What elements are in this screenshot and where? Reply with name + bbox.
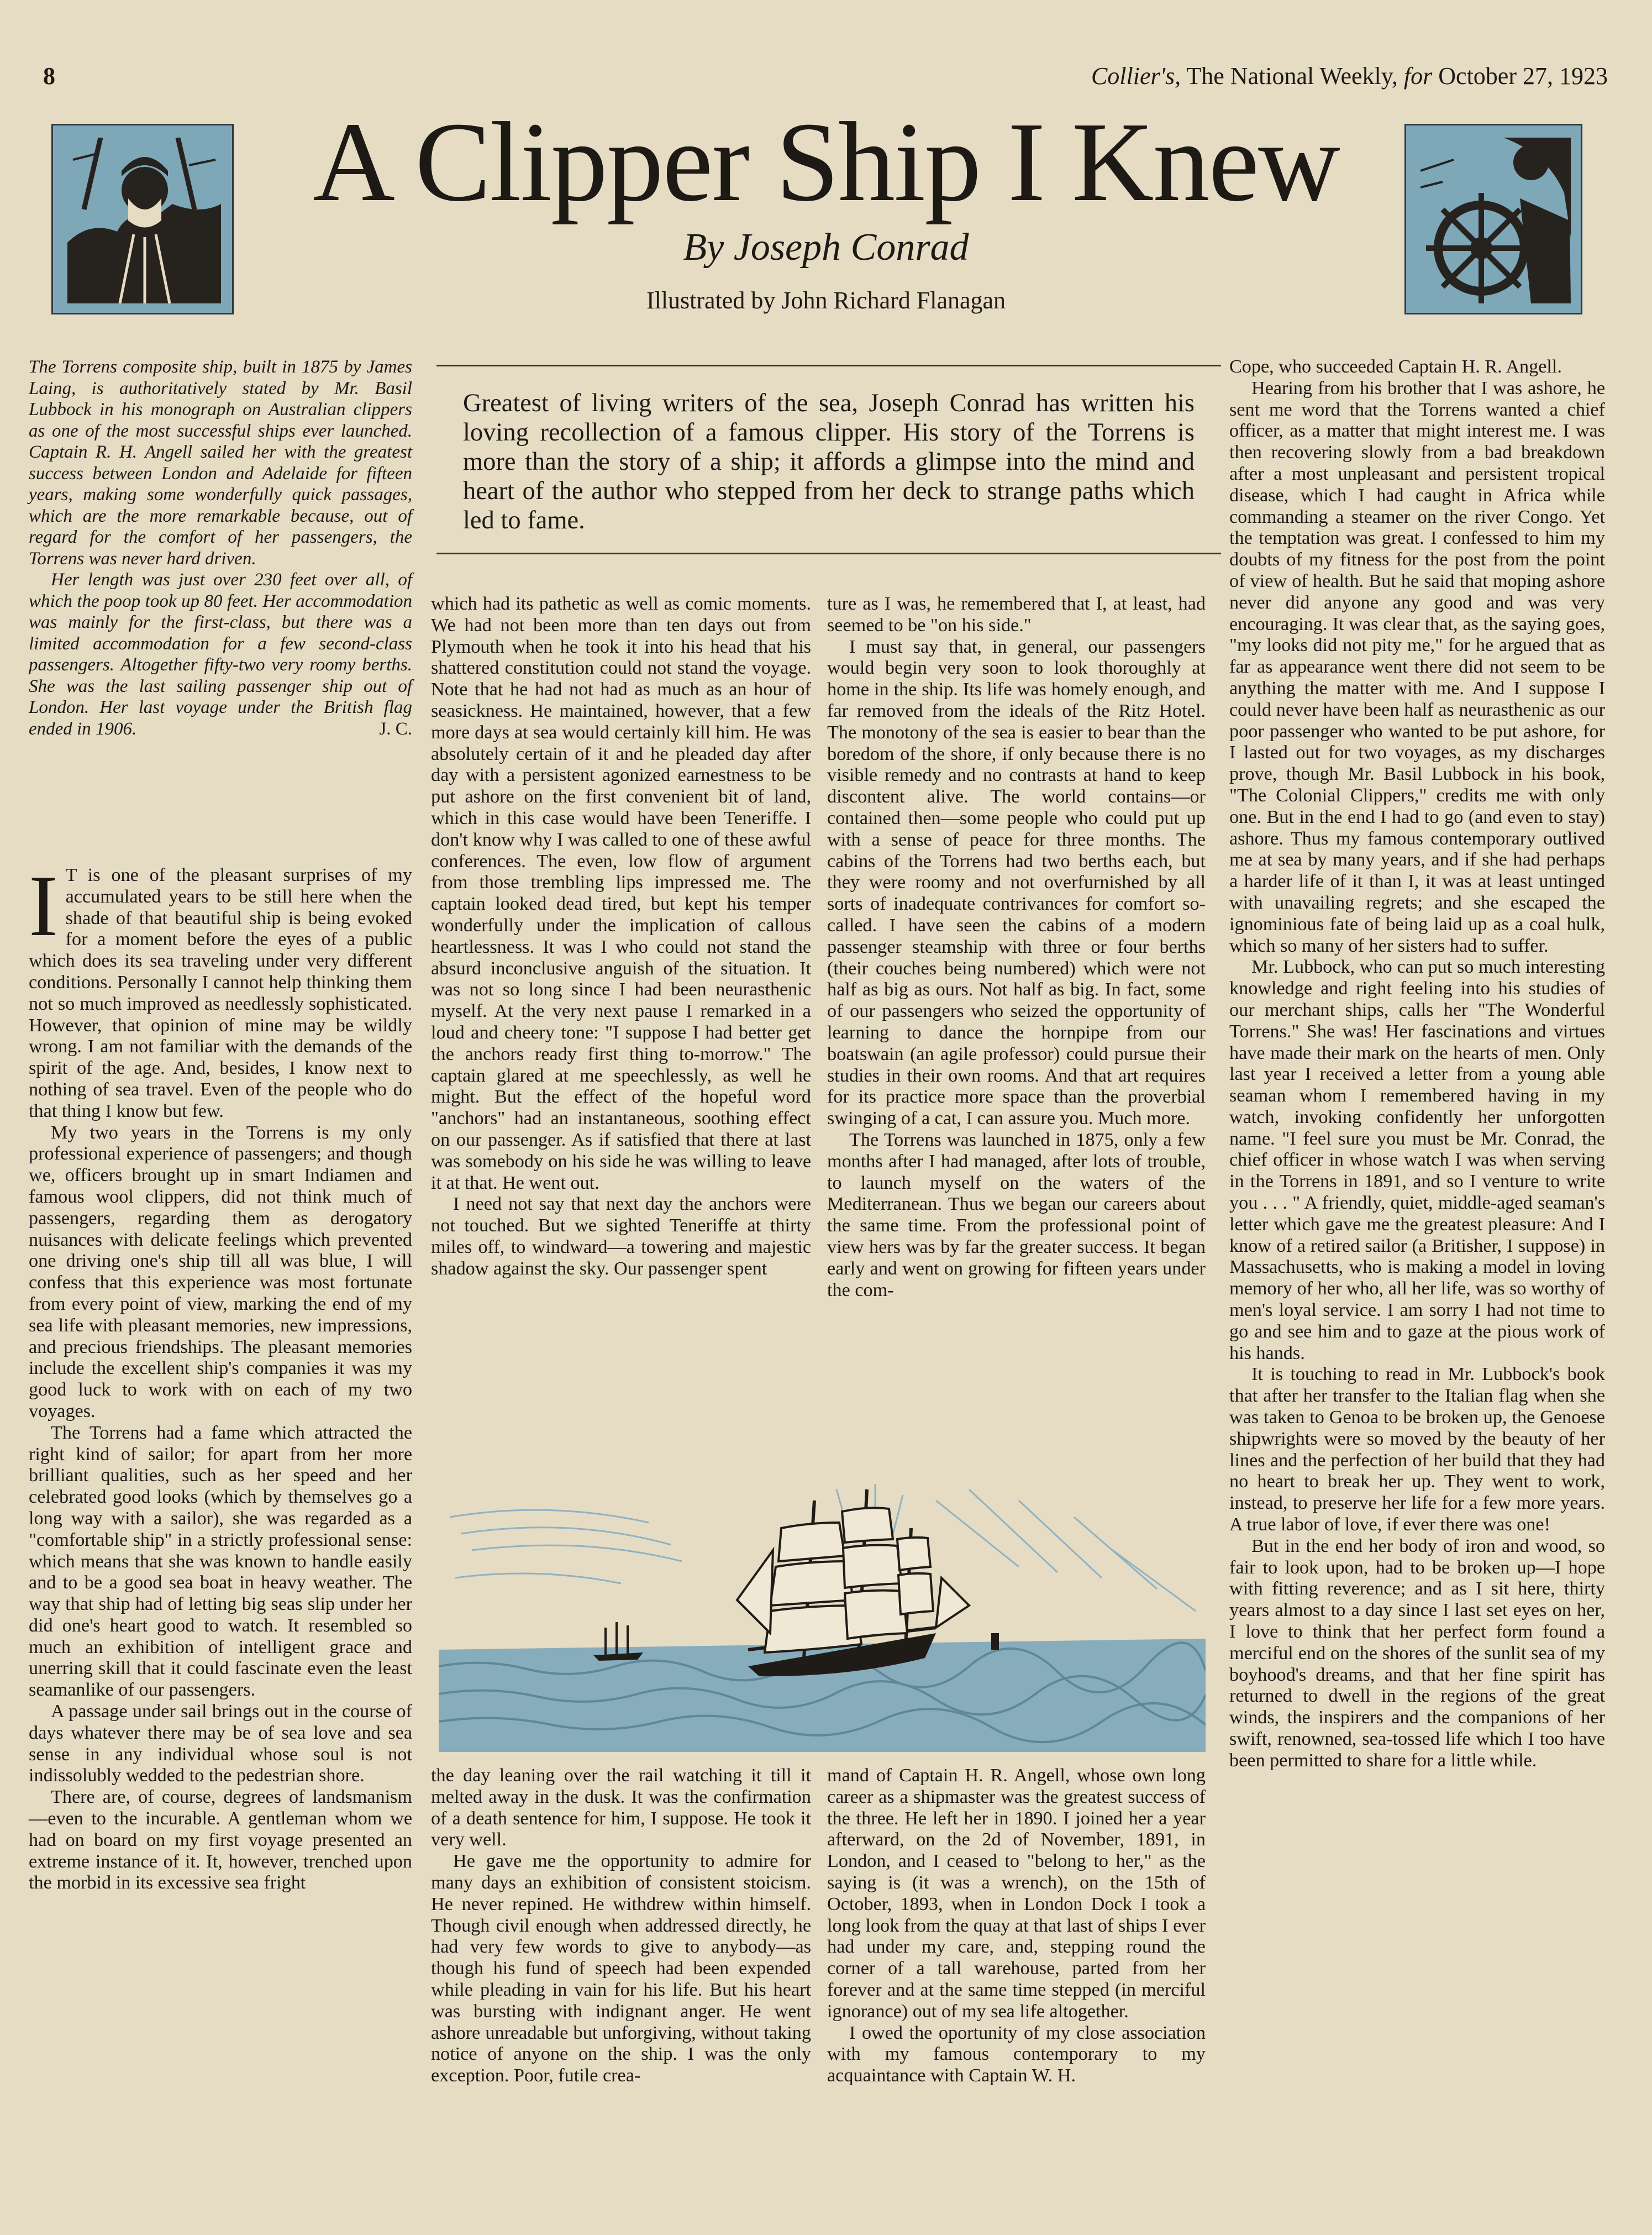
article-paragraph <box>29 858 412 1122</box>
article-byline: By Joseph Conrad <box>683 226 969 269</box>
article-paragraph-text: T is one of the pleasant surprises of my accumulated years to be still here when the shade of that beautiful ship is being evoked for a moment before the eyes of a public which does its sea traveling under very different conditions. Personally I cannot help thinking them not so much improved as needlessly sophisticated. However, that opinion of mine may be wildly wrong. I am not familiar with the demands of the spirit of the age. And, besides, I know next to nothing of sea travel. Even of the people who do that thing I know but few. <box>29 865 412 1121</box>
intro-signature: J. C. <box>379 718 412 739</box>
article-paragraph: the day leaning over the rail watching it till it melted away in the dusk. It was the confirmation of a death sentence for him, I suppose. He took it very well. <box>431 1765 811 1850</box>
article-column-2-top <box>431 594 811 1280</box>
article-column-1 <box>29 858 412 1894</box>
masthead-subtitle: The National Weekly, <box>1181 62 1404 90</box>
drop-cap: I <box>29 858 58 954</box>
page-number: 8 <box>43 62 55 90</box>
article-paragraph: which had its pathetic as well as comic moments. We had not been more than ten days out from Plymouth when he took it into his head that his shattered constitution could not stand the voyage. Note that he had not had as much as an hour of seasickness. He maintained, however, that a few more days at sea would certainly kill him. He was absolutely certain of it and he pleaded day after day with a persistent agonized earnestness to be put ashore on the first convenient bit of land, which in this case would have been Teneriffe. I don't know why I was called to one of these awful conferences. The even, low flow of argument from those trembling lips impressed me. The captain looked dead tired, but kept his temper wonderfully under the implication of callous heartlessness. It was I who could not stand the absurd inconclusive anguish of the situation. It was not so long since I had been neurasthenic myself. At the very next pause I remarked in a loud and cheery tone: "I suppose I had better get the anchors ready first thing to-morrow." The captain glared at me speechlessly, as well he might. But the effect of the hopeful word "anchors" had an instantaneous, soothing effect on our passenger. As if satisfied that there at last was somebody on his side he was willing to leave it at that. He went out. <box>431 594 811 1193</box>
article-column-2-bottom <box>431 1765 811 2087</box>
article-paragraph: mand of Captain H. R. Angell, whose own long career as a shipmaster was the greatest success of the three. He left her in 1890. I joined her a year afterward, on the 2d of November, 1891, in London, and I ceased to "belong to her," as the saying is (it was a wrench), on the 15th of October, 1893, when in London Dock I took a long look from the quay at that last of ships I ever had under my care, and, stepping round the corner of a tall warehouse, parted from her forever and at the same time stepped (in merciful ignorance) out of my sea life altogether. <box>827 1765 1206 2022</box>
article-paragraph: I must say that, in general, our passengers would begin very soon to look thoroughly at home in the ship. Its life was homely enough, and far removed from the ideals of the Ritz Hotel. The monotony of the sea is easier to bear than the boredom of the shore, if only because there is no visible remedy and no contrasts at hand to keep discontent alive. The world contains—or contained then—some people who could put up with a sense of peace for three months. The cabins of the Torrens had two berths each, but they were roomy and not overfurnished by all sorts of inadequate contrivances for comfort so-called. I have seen the cabins of a modern passenger steamship with three or four berths (their couches being numbered) which were not half as big as ours. Not half as big. In fact, some of our passengers who seized the opportunity of learning to dance the hornpipe from our boatswain (an agile professor) could pursue their studies in their own rooms. And that art requires for its practice more space than the proverbial swinging of a cat, I can assure you. Much more. <box>827 636 1206 1129</box>
article-paragraph: I owed the oportunity of my close association with my famous contemporary to my acquaintance with Captain W. H. <box>827 2022 1206 2086</box>
article-paragraph: But in the end her body of iron and wood, so fair to look upon, had to be broken up—I hope with fitting reverence; and as I sit here, thirty years almost to a day since I last set eyes on her, I love to think that her perfect form found a merciful end on the shores of the sunlit sea of my boyhood's dreams, and that her fine spirit has returned to dwell in the regions of the great winds, the inspirers and the companions of her swift, renowned, sea-tossed life which I too have been permitted to share for a little while. <box>1229 1535 1605 1771</box>
ship-wheel-illustration <box>1404 124 1582 314</box>
article-paragraph: Mr. Lubbock, who can put so much interesting knowledge and right feeling into his studies of our merchant ships, calls her "The Wonderful Torrens." She was! Her fascinations and virtues have made their mark on the hearts of men. Only last year I received a letter from a young able seaman whom I remembered having in my watch, invoking confidently her unforgotten name. "I feel sure you must be Mr. Conrad, the chief officer in whose watch I was when serving in the Torrens in 1891, and so I venture to write you . . . " A friendly, quiet, middle-aged seaman's letter which gave me the greatest pleasure: And I know of a retired sailor (a Britisher, I suppose) in Massachusetts, who is making a model in loving memory of her who, all her life, was so worthy of men's loyal service. I am sorry I had not time to go and see him and to gaze at the pious work of his hands. <box>1229 957 1605 1363</box>
article-column-4 <box>1229 356 1605 1772</box>
article-paragraph: The Torrens was launched in 1875, only a few months after I had managed, after lots of trouble, to launch myself on the waters of the Mediterranean. Thus we began our careers about the same time. From the professional point of view hers was by far the greater success. It began early and went on growing for fifteen years under the com- <box>827 1129 1206 1300</box>
pull-quote-bottom-rule <box>436 553 1221 554</box>
masthead <box>1091 62 1608 90</box>
article-paragraph: My two years in the Torrens is my only professional experience of passengers; and though we, officers brought up in smart Indiamen and famous wool clippers, did not think much of passengers, regarding them as derogatory nuisances with delicate feelings which prevented one driving one's ship till all was blue, I will confess that this experience was most fortunate from every point of view, marking the end of my sea life with pleasant memories, new impressions, and precious friendships. The pleasant memories include the excellent ship's companies it was my good luck to work with on each of my two voyages. <box>29 1122 412 1421</box>
sailor-portrait-illustration <box>51 124 234 314</box>
intro-paragraph-text: Her length was just over 230 feet over all, of which the poop took up 80 feet. Her accommodation was mainly for the first-class, but there was a limited accommodation for a few second-class passengers. Altogether fifty-two very roomy berths. She was the last sailing passenger ship out of London. Her last voyage under the British flag ended in 1906. <box>29 570 412 739</box>
article-illustrator-credit: Illustrated by John Richard Flanagan <box>646 287 1006 314</box>
article-column-3-bottom <box>827 1765 1206 2087</box>
pull-quote-text: Greatest of living writers of the sea, Joseph Conrad has written his loving recollection of a famous clipper. His story of the Torrens is more than the story of a ship; it affords a glimpse into the mind and heart of the author who stepped from her deck to strange paths which led to fame. <box>463 389 1195 534</box>
clipper-ship-illustration <box>439 1467 1206 1752</box>
article-title: A Clipper Ship I Knew <box>313 98 1339 225</box>
editorial-introduction <box>29 356 412 739</box>
article-paragraph: I need not say that next day the anchors were not touched. But we sighted Teneriffe at thirty miles off, to windward—a towering and majestic shadow against the sky. Our passenger spent <box>431 1194 811 1279</box>
masthead-publication: Collier's, <box>1091 62 1181 90</box>
masthead-date: October 27, 1923 <box>1432 62 1608 90</box>
intro-paragraph <box>29 569 412 739</box>
masthead-for: for <box>1403 62 1433 90</box>
article-paragraph: ture as I was, he remembered that I, at least, had seemed to be "on his side." <box>827 594 1206 636</box>
article-column-3-top <box>827 594 1206 1301</box>
pull-quote <box>436 365 1221 554</box>
article-paragraph: It is touching to read in Mr. Lubbock's book that after her transfer to the Italian flag when she was taken to Genoa to be broken up, the Genoese shipwrights were so moved by the beauty of her lines and the perfection of her build that they had no heart to break her up. They went to work, instead, to preserve her life for a few more years. A true labor of love, if ever there was one! <box>1229 1364 1605 1535</box>
article-paragraph: There are, of course, degrees of landsmanism—even to the incurable. A gentleman whom we had on board on my first voyage presented an extreme instance of it. It, however, trenched upon the morbid in its excessive sea fright <box>29 1787 412 1893</box>
article-paragraph: The Torrens had a fame which attracted the right kind of sailor; for apart from her more brilliant qualities, such as her speed and her celebrated good looks (which by themselves go a long way with a sailor), she was regarded as a "comfortable ship" in a strictly professional sense: which means that she was known to handle easily and to be a good sea boat in heavy weather. The way that ship had of letting big seas slip under her did one's heart good to watch. It resembled so much an exhibition of intelligent grace and unerring skill that it could fascinate even the least seamanlike of our passengers. <box>29 1422 412 1701</box>
article-paragraph: Cope, who succeeded Captain H. R. Angell. <box>1229 356 1562 377</box>
article-paragraph: A passage under sail brings out in the course of days whatever there may be of sea love and sea sense in any individual whose soul is not indissolubly wedded to the pedestrian shore. <box>29 1701 412 1786</box>
article-paragraph: He gave me the opportunity to admire for many days an exhibition of consistent stoicism. He never repined. He withdrew within himself. Though civil enough when addressed directly, he had very few words to give to anybody—as though his fund of speech had been expended while pleading in vain for his life. But his heart was bursting with indignant anger. He went ashore unreadable but unforgiving, without taking notice of anyone on the ship. I was the only exception. Poor, futile crea- <box>431 1851 811 2086</box>
article-paragraph: Hearing from his brother that I was ashore, he sent me word that the Torrens wanted a chief officer, as a matter that might interest me. I was then recovering slowly from a bad breakdown after a most unpleasant and persistent tropical disease, which I had caught in Africa while commanding a steamer on the river Congo. Yet the temptation was great. I confessed to him my doubts of my fitness for the post from the point of view of health. But he said that moping ashore never did anyone any good and was very encouraging. It was clear that, as the saying goes, "my looks did not pity me," for he argued that as far as appearance went there did not seem to be anything the matter with me. And I suppose I could never have been half as neurasthenic as our poor passenger who wanted to be put ashore, for I lasted out for two voyages, as my discharges prove, though Mr. Basil Lubbock in his book, "The Colonial Clippers," credits me with only one. But in the end I had to go (and even to stay) ashore. Thus my famous contemporary outlived me at sea by many years, and if she had perhaps a harder life of it than I, it was at least untinged with unavailing regrets; and she escaped the ignominious fate of being laid up as a coal hulk, which so many of her sisters had to suffer. <box>1229 377 1605 956</box>
intro-paragraph: The Torrens composite ship, built in 1875 by James Laing, is authoritatively stated by Mr. Basil Lubbock in his monograph on Australian clippers as one of the most successful ships ever launched. Captain R. H. Angell sailed her with the greatest success between London and Adelaide for fifteen years, making some wonderfully quick passages, which are the more remarkable because, out of regard for the comfort of her passengers, the Torrens was never hard driven. <box>29 357 412 569</box>
